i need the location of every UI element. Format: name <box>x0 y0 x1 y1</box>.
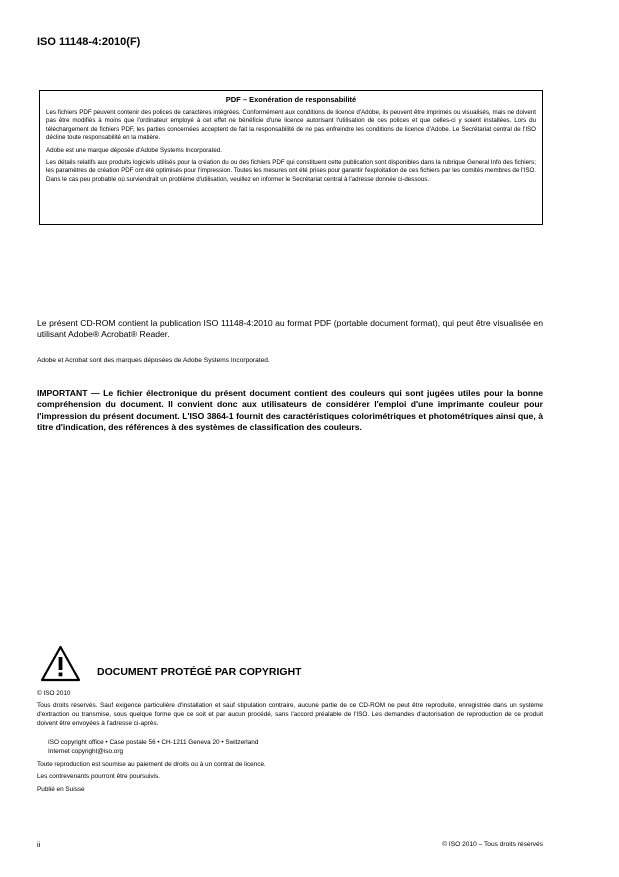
pdf-disclaimer-box <box>39 90 543 225</box>
iso-office-address: ISO copyright office • Case postale 56 • CH-1211 Geneva 20 • Switzerland <box>48 739 259 746</box>
footer-rights: © ISO 2010 – Tous droits réservés <box>442 841 543 848</box>
copyright-year: © ISO 2010 <box>37 690 71 697</box>
disclaimer-title: PDF – Exonération de responsabilité <box>225 95 357 104</box>
cdrom-notice: Le présent CD-ROM contient la publication ISO 11148-4:2010 au format PDF (portable document format), qui peut être visualisée en utilisant Adobe® Acrobat® Reader. <box>37 318 543 339</box>
iso-email: Internet copyright@iso.org <box>48 748 124 755</box>
disclaimer-paragraph-1: Les fichiers PDF peuvent contenir des polices de caractères intégrées. Conformément aux conditions de licence d'Adobe, ils peuvent être imprimés ou visualisés, mais ne doivent pas être modifiés à moins que l'ordinateur employé à cet effet ne bénéficie d'une licence autorisant l'utilisation de ces polices et que celles-ci y soient installées. Lors du téléchargement de fichiers PDF, les parties concernées acceptent de fait la responsabilité de ne pas enfreindre les conditions de licence d'Adobe. Le Secrétariat central de l'ISO décline toute responsabilité en la matière. <box>46 109 536 142</box>
disclaimer-paragraph-2: Adobe est une marque déposée d'Adobe Systems Incorporated. <box>46 146 222 154</box>
copyright-title: DOCUMENT PROTÉGÉ PAR COPYRIGHT <box>97 666 302 678</box>
adobe-trademark-note: Adobe et Acrobat sont des marques déposées de Adobe Systems Incorporated. <box>37 357 270 364</box>
reproduction-fee-note: Toute reproduction est soumise au paiement de droits ou à un contrat de licence. <box>37 761 266 768</box>
document-id-header: ISO 11148-4:2010(F) <box>37 36 141 48</box>
infringement-note: Les contrevenants pourront être poursuivis. <box>37 773 160 780</box>
warning-triangle-icon <box>40 645 81 682</box>
copyright-body: Tous droits réservés. Sauf exigence particulière d'installation et sauf stipulation contraire, aucune partie de ce CD-ROM ne peut être reproduite, enregistrée dans un système d'extraction ou transmise, sous quelque forme que ce soit et par aucun procédé, sans l'accord préalable de l'ISO. Les demandes d'autorisation de reproduction de ce produit doivent être envoyées à l'adresse ci-après. <box>37 702 543 727</box>
important-color-notice: IMPORTANT — Le fichier électronique du présent document contient des couleurs qui sont jugées utiles pour la bonne compréhension du document. Il convient donc aux utilisateurs de considérer l'emploi d'une imprimante couleur pour l'impression du présent document. L'ISO 3864-1 fournit des caractéristiques colorimétriques et photométriques ainsi que, à titre d'indication, des références à des systèmes de classification des couleurs. <box>37 388 543 432</box>
page-number: ii <box>37 840 41 849</box>
disclaimer-paragraph-3: Les détails relatifs aux produits logiciels utilisés pour la création du ou des fichiers PDF qui constituent cette publication sont disponibles dans la rubrique General Info des fichiers; les paramètres de création PDF ont été optimisés pour l'impression. Toutes les mesures ont été prises pour garantir l'exploitation de ces fichiers par les comités membres de l'ISO. Dans le cas peu probable où surviendrait un problème d'utilisation, veuillez en informer le Secrétariat central à l'adresse donnée ci-dessous. <box>46 159 536 183</box>
published-in: Publié en Suisse <box>37 786 85 793</box>
